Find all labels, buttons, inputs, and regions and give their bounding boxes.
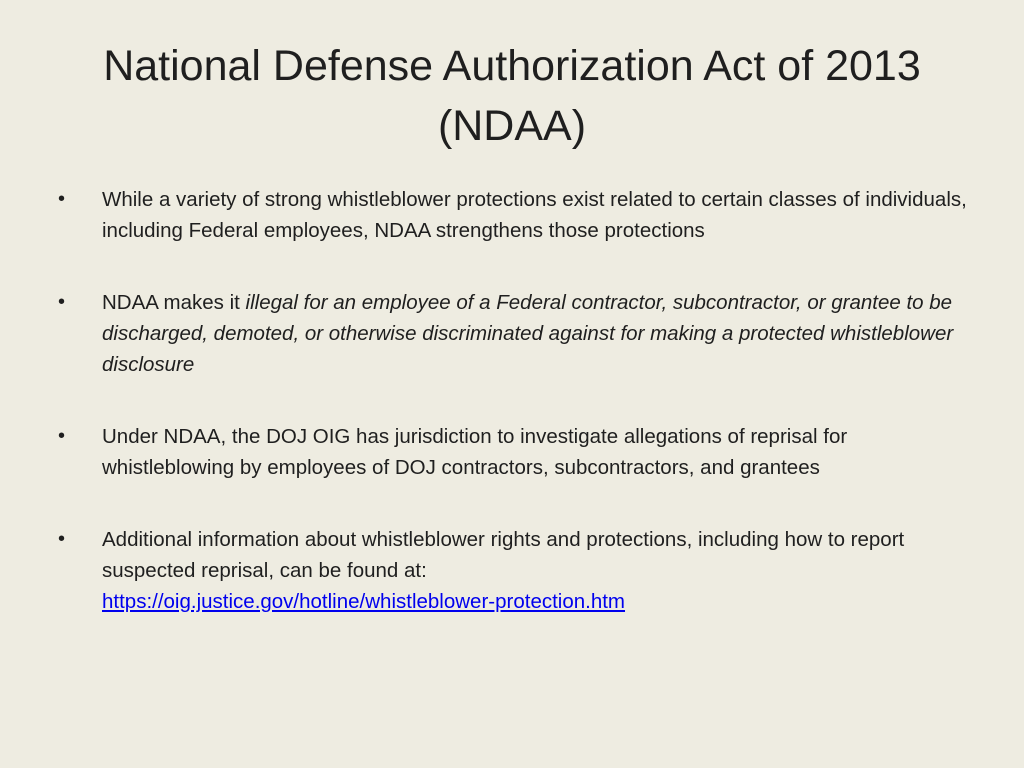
bullet-icon: •: [58, 188, 66, 210]
bullet-text-3: Under NDAA, the DOJ OIG has jurisdiction to investigate allegations of reprisal for whistleblowing by employees of DOJ contractors, subcontractors, and grantees: [102, 425, 848, 479]
bullet-text-2-lead: NDAA makes it: [102, 291, 246, 314]
bullet-text-4-body: Additional information about whistleblower rights and protections, including how to report suspected reprisal, can be found at:: [102, 528, 905, 582]
bullet-item-4: [56, 524, 976, 617]
whistleblower-protection-link[interactable]: https://oig.justice.gov/hotline/whistleblower-protection.htm: [102, 590, 626, 613]
bullet-icon: •: [58, 425, 66, 447]
bullet-icon: •: [58, 528, 66, 550]
bullet-text-2: [102, 287, 976, 380]
bullet-item-1: [56, 184, 976, 246]
slide-title-line-1: National Defense Authorization Act of 2013: [103, 42, 921, 90]
bullet-icon: •: [58, 291, 66, 313]
bullet-item-2: [56, 287, 976, 380]
bullet-list: [56, 184, 976, 658]
bullet-text-2-italic: illegal for an employee of a Federal contractor, subcontractor, or grantee to be discharged, demoted, or otherwise discriminated against for making a protected whistleblower disclosure: [102, 291, 954, 376]
bullet-item-3: [56, 421, 976, 483]
slide-title-line-2: (NDAA): [437, 102, 587, 150]
slide-title: [40, 36, 984, 156]
bullet-text-4: [102, 524, 976, 617]
bullet-text-1: While a variety of strong whistleblower protections exist related to certain classes of individuals, including Federal employees, NDAA strengthens those protections: [102, 188, 967, 242]
